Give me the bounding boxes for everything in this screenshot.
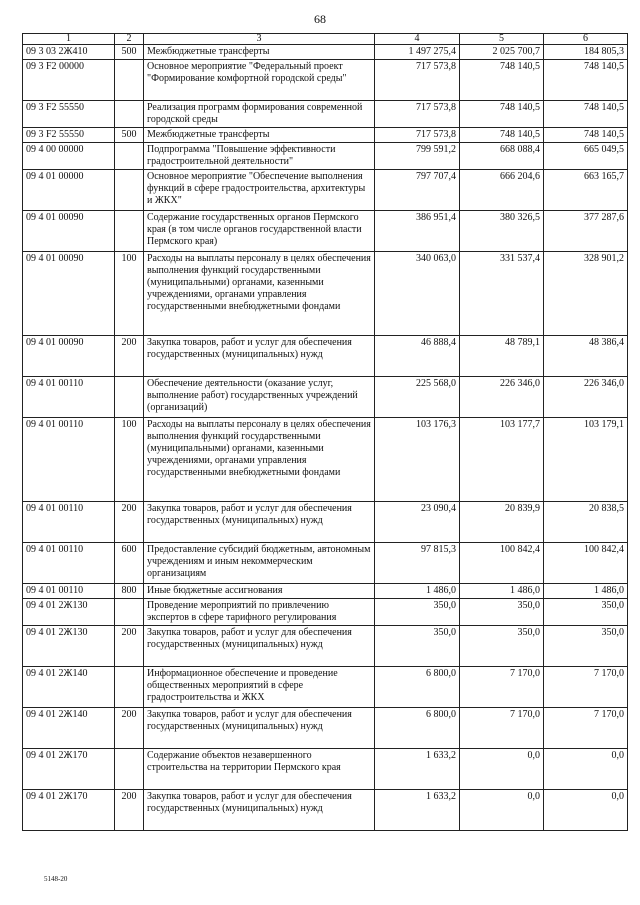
cell-value-3: 350,0 (544, 626, 628, 667)
cell-type: 800 (115, 584, 144, 599)
table-row (23, 143, 628, 170)
cell-value-3: 748 140,5 (544, 128, 628, 143)
cell-code: 09 4 01 00090 (23, 336, 115, 377)
cell-value-3: 103 179,1 (544, 418, 628, 502)
table-row (23, 667, 628, 708)
cell-value-3: 184 805,3 (544, 45, 628, 60)
cell-code: 09 4 01 00110 (23, 502, 115, 543)
cell-value-3: 0,0 (544, 749, 628, 790)
table-row (23, 749, 628, 790)
column-header-4: 4 (375, 34, 460, 45)
cell-code: 09 4 01 00090 (23, 211, 115, 252)
cell-value-3: 748 140,5 (544, 60, 628, 101)
cell-value-2: 103 177,7 (460, 418, 544, 502)
column-header-2: 2 (115, 34, 144, 45)
cell-value-3: 350,0 (544, 599, 628, 626)
cell-type (115, 667, 144, 708)
cell-code: 09 3 F2 55550 (23, 101, 115, 128)
cell-code: 09 4 01 2Ж170 (23, 790, 115, 831)
cell-value-1: 1 497 275,4 (375, 45, 460, 60)
cell-code: 09 4 01 00000 (23, 170, 115, 211)
cell-type (115, 101, 144, 128)
cell-value-2: 748 140,5 (460, 101, 544, 128)
cell-value-2: 7 170,0 (460, 708, 544, 749)
cell-value-2: 331 537,4 (460, 252, 544, 336)
cell-value-2: 748 140,5 (460, 60, 544, 101)
table-row (23, 45, 628, 60)
cell-name: Межбюджетные трансферты (144, 128, 375, 143)
cell-name: Проведение мероприятий по привлечению экспертов в сфере тарифного регулирования (144, 599, 375, 626)
cell-code: 09 3 03 2Ж410 (23, 45, 115, 60)
cell-value-2: 48 789,1 (460, 336, 544, 377)
cell-code: 09 4 01 2Ж140 (23, 667, 115, 708)
cell-value-1: 1 633,2 (375, 749, 460, 790)
cell-value-1: 717 573,8 (375, 60, 460, 101)
cell-type: 100 (115, 252, 144, 336)
cell-value-1: 6 800,0 (375, 708, 460, 749)
cell-type: 200 (115, 502, 144, 543)
cell-code: 09 4 01 00090 (23, 252, 115, 336)
cell-name: Основное мероприятие "Федеральный проект "Формирование комфортной городской среды" (144, 60, 375, 101)
table-row (23, 377, 628, 418)
cell-type: 500 (115, 45, 144, 60)
cell-value-1: 799 591,2 (375, 143, 460, 170)
cell-name: Иные бюджетные ассигнования (144, 584, 375, 599)
cell-value-2: 350,0 (460, 599, 544, 626)
cell-value-1: 386 951,4 (375, 211, 460, 252)
cell-type (115, 377, 144, 418)
cell-type: 200 (115, 626, 144, 667)
cell-value-3: 665 049,5 (544, 143, 628, 170)
cell-name: Содержание государственных органов Пермского края (в том числе органов государственной власти Пермского края) (144, 211, 375, 252)
table-row (23, 252, 628, 336)
cell-type: 600 (115, 543, 144, 584)
cell-value-3: 328 901,2 (544, 252, 628, 336)
table-row (23, 708, 628, 749)
budget-table (22, 33, 628, 831)
cell-value-2: 2 025 700,7 (460, 45, 544, 60)
column-header-6: 6 (544, 34, 628, 45)
cell-value-1: 6 800,0 (375, 667, 460, 708)
cell-value-2: 20 839,9 (460, 502, 544, 543)
table-row (23, 584, 628, 599)
cell-value-1: 717 573,8 (375, 128, 460, 143)
cell-value-2: 226 346,0 (460, 377, 544, 418)
cell-value-2: 7 170,0 (460, 667, 544, 708)
cell-name: Закупка товаров, работ и услуг для обеспечения государственных (муниципальных) нужд (144, 336, 375, 377)
cell-type: 200 (115, 336, 144, 377)
cell-value-1: 1 486,0 (375, 584, 460, 599)
table-row (23, 336, 628, 377)
table-row (23, 128, 628, 143)
cell-type (115, 170, 144, 211)
cell-value-2: 0,0 (460, 790, 544, 831)
cell-type (115, 211, 144, 252)
cell-type: 200 (115, 790, 144, 831)
cell-name: Подпрограмма "Повышение эффективности градостроительной деятельности" (144, 143, 375, 170)
table-row (23, 418, 628, 502)
cell-value-3: 377 287,6 (544, 211, 628, 252)
cell-value-3: 7 170,0 (544, 708, 628, 749)
cell-value-1: 46 888,4 (375, 336, 460, 377)
cell-value-2: 350,0 (460, 626, 544, 667)
cell-value-3: 48 386,4 (544, 336, 628, 377)
cell-value-3: 226 346,0 (544, 377, 628, 418)
cell-value-2: 666 204,6 (460, 170, 544, 211)
cell-name: Межбюджетные трансферты (144, 45, 375, 60)
cell-value-2: 100 842,4 (460, 543, 544, 584)
footer-code: 5148-20 (44, 875, 68, 883)
cell-name: Информационное обеспечение и проведение общественных мероприятий в сфере градостроительства и ЖКХ (144, 667, 375, 708)
cell-value-1: 350,0 (375, 626, 460, 667)
cell-name: Закупка товаров, работ и услуг для обеспечения государственных (муниципальных) нужд (144, 626, 375, 667)
cell-name: Предоставление субсидий бюджетным, автономным учреждениям и иным некоммерческим организациям (144, 543, 375, 584)
column-header-5: 5 (460, 34, 544, 45)
cell-type (115, 599, 144, 626)
cell-value-1: 797 707,4 (375, 170, 460, 211)
cell-code: 09 3 F2 55550 (23, 128, 115, 143)
cell-value-1: 97 815,3 (375, 543, 460, 584)
cell-code: 09 3 F2 00000 (23, 60, 115, 101)
table-row (23, 502, 628, 543)
cell-value-1: 225 568,0 (375, 377, 460, 418)
cell-code: 09 4 01 00110 (23, 584, 115, 599)
table-row (23, 543, 628, 584)
cell-type: 200 (115, 708, 144, 749)
cell-name: Расходы на выплаты персоналу в целях обеспечения выполнения функций государственными (муниципальными) органами, казенными учреждениями, органами управления государственными внебюджетными фондами (144, 252, 375, 336)
cell-name: Реализация программ формирования современной городской среды (144, 101, 375, 128)
cell-value-3: 20 838,5 (544, 502, 628, 543)
cell-code: 09 4 01 2Ж170 (23, 749, 115, 790)
cell-code: 09 4 01 00110 (23, 418, 115, 502)
table-row (23, 790, 628, 831)
cell-value-1: 350,0 (375, 599, 460, 626)
cell-value-3: 1 486,0 (544, 584, 628, 599)
cell-value-2: 0,0 (460, 749, 544, 790)
cell-type: 500 (115, 128, 144, 143)
cell-value-3: 748 140,5 (544, 101, 628, 128)
cell-name: Содержание объектов незавершенного строительства на территории Пермского края (144, 749, 375, 790)
cell-name: Закупка товаров, работ и услуг для обеспечения государственных (муниципальных) нужд (144, 708, 375, 749)
cell-code: 09 4 01 2Ж130 (23, 599, 115, 626)
header-row (23, 34, 628, 45)
cell-value-3: 0,0 (544, 790, 628, 831)
cell-code: 09 4 01 00110 (23, 377, 115, 418)
cell-value-3: 663 165,7 (544, 170, 628, 211)
table-row (23, 211, 628, 252)
cell-value-2: 1 486,0 (460, 584, 544, 599)
cell-name: Расходы на выплаты персоналу в целях обеспечения выполнения функций государственными (муниципальными) органами, казенными учреждениями, органами управления государственными внебюджетными фондами (144, 418, 375, 502)
table-row (23, 60, 628, 101)
cell-name: Закупка товаров, работ и услуг для обеспечения государственных (муниципальных) нужд (144, 790, 375, 831)
cell-type: 100 (115, 418, 144, 502)
cell-name: Обеспечение деятельности (оказание услуг, выполнение работ) государственных учреждений (организаций) (144, 377, 375, 418)
table-row (23, 599, 628, 626)
column-header-3: 3 (144, 34, 375, 45)
cell-value-3: 7 170,0 (544, 667, 628, 708)
cell-type (115, 60, 144, 101)
cell-code: 09 4 00 00000 (23, 143, 115, 170)
cell-value-1: 340 063,0 (375, 252, 460, 336)
table-row (23, 626, 628, 667)
cell-type (115, 749, 144, 790)
table-row (23, 170, 628, 211)
cell-value-1: 717 573,8 (375, 101, 460, 128)
cell-code: 09 4 01 2Ж140 (23, 708, 115, 749)
page-number: 68 (314, 12, 326, 26)
column-header-1: 1 (23, 34, 115, 45)
cell-value-1: 23 090,4 (375, 502, 460, 543)
cell-name: Основное мероприятие "Обеспечение выполнения функций в сфере градостроительства, архитектуры и ЖКХ" (144, 170, 375, 211)
cell-name: Закупка товаров, работ и услуг для обеспечения государственных (муниципальных) нужд (144, 502, 375, 543)
cell-type (115, 143, 144, 170)
cell-value-2: 668 088,4 (460, 143, 544, 170)
cell-value-2: 380 326,5 (460, 211, 544, 252)
cell-value-2: 748 140,5 (460, 128, 544, 143)
cell-value-3: 100 842,4 (544, 543, 628, 584)
cell-value-1: 1 633,2 (375, 790, 460, 831)
cell-code: 09 4 01 00110 (23, 543, 115, 584)
cell-code: 09 4 01 2Ж130 (23, 626, 115, 667)
table-row (23, 101, 628, 128)
cell-value-1: 103 176,3 (375, 418, 460, 502)
